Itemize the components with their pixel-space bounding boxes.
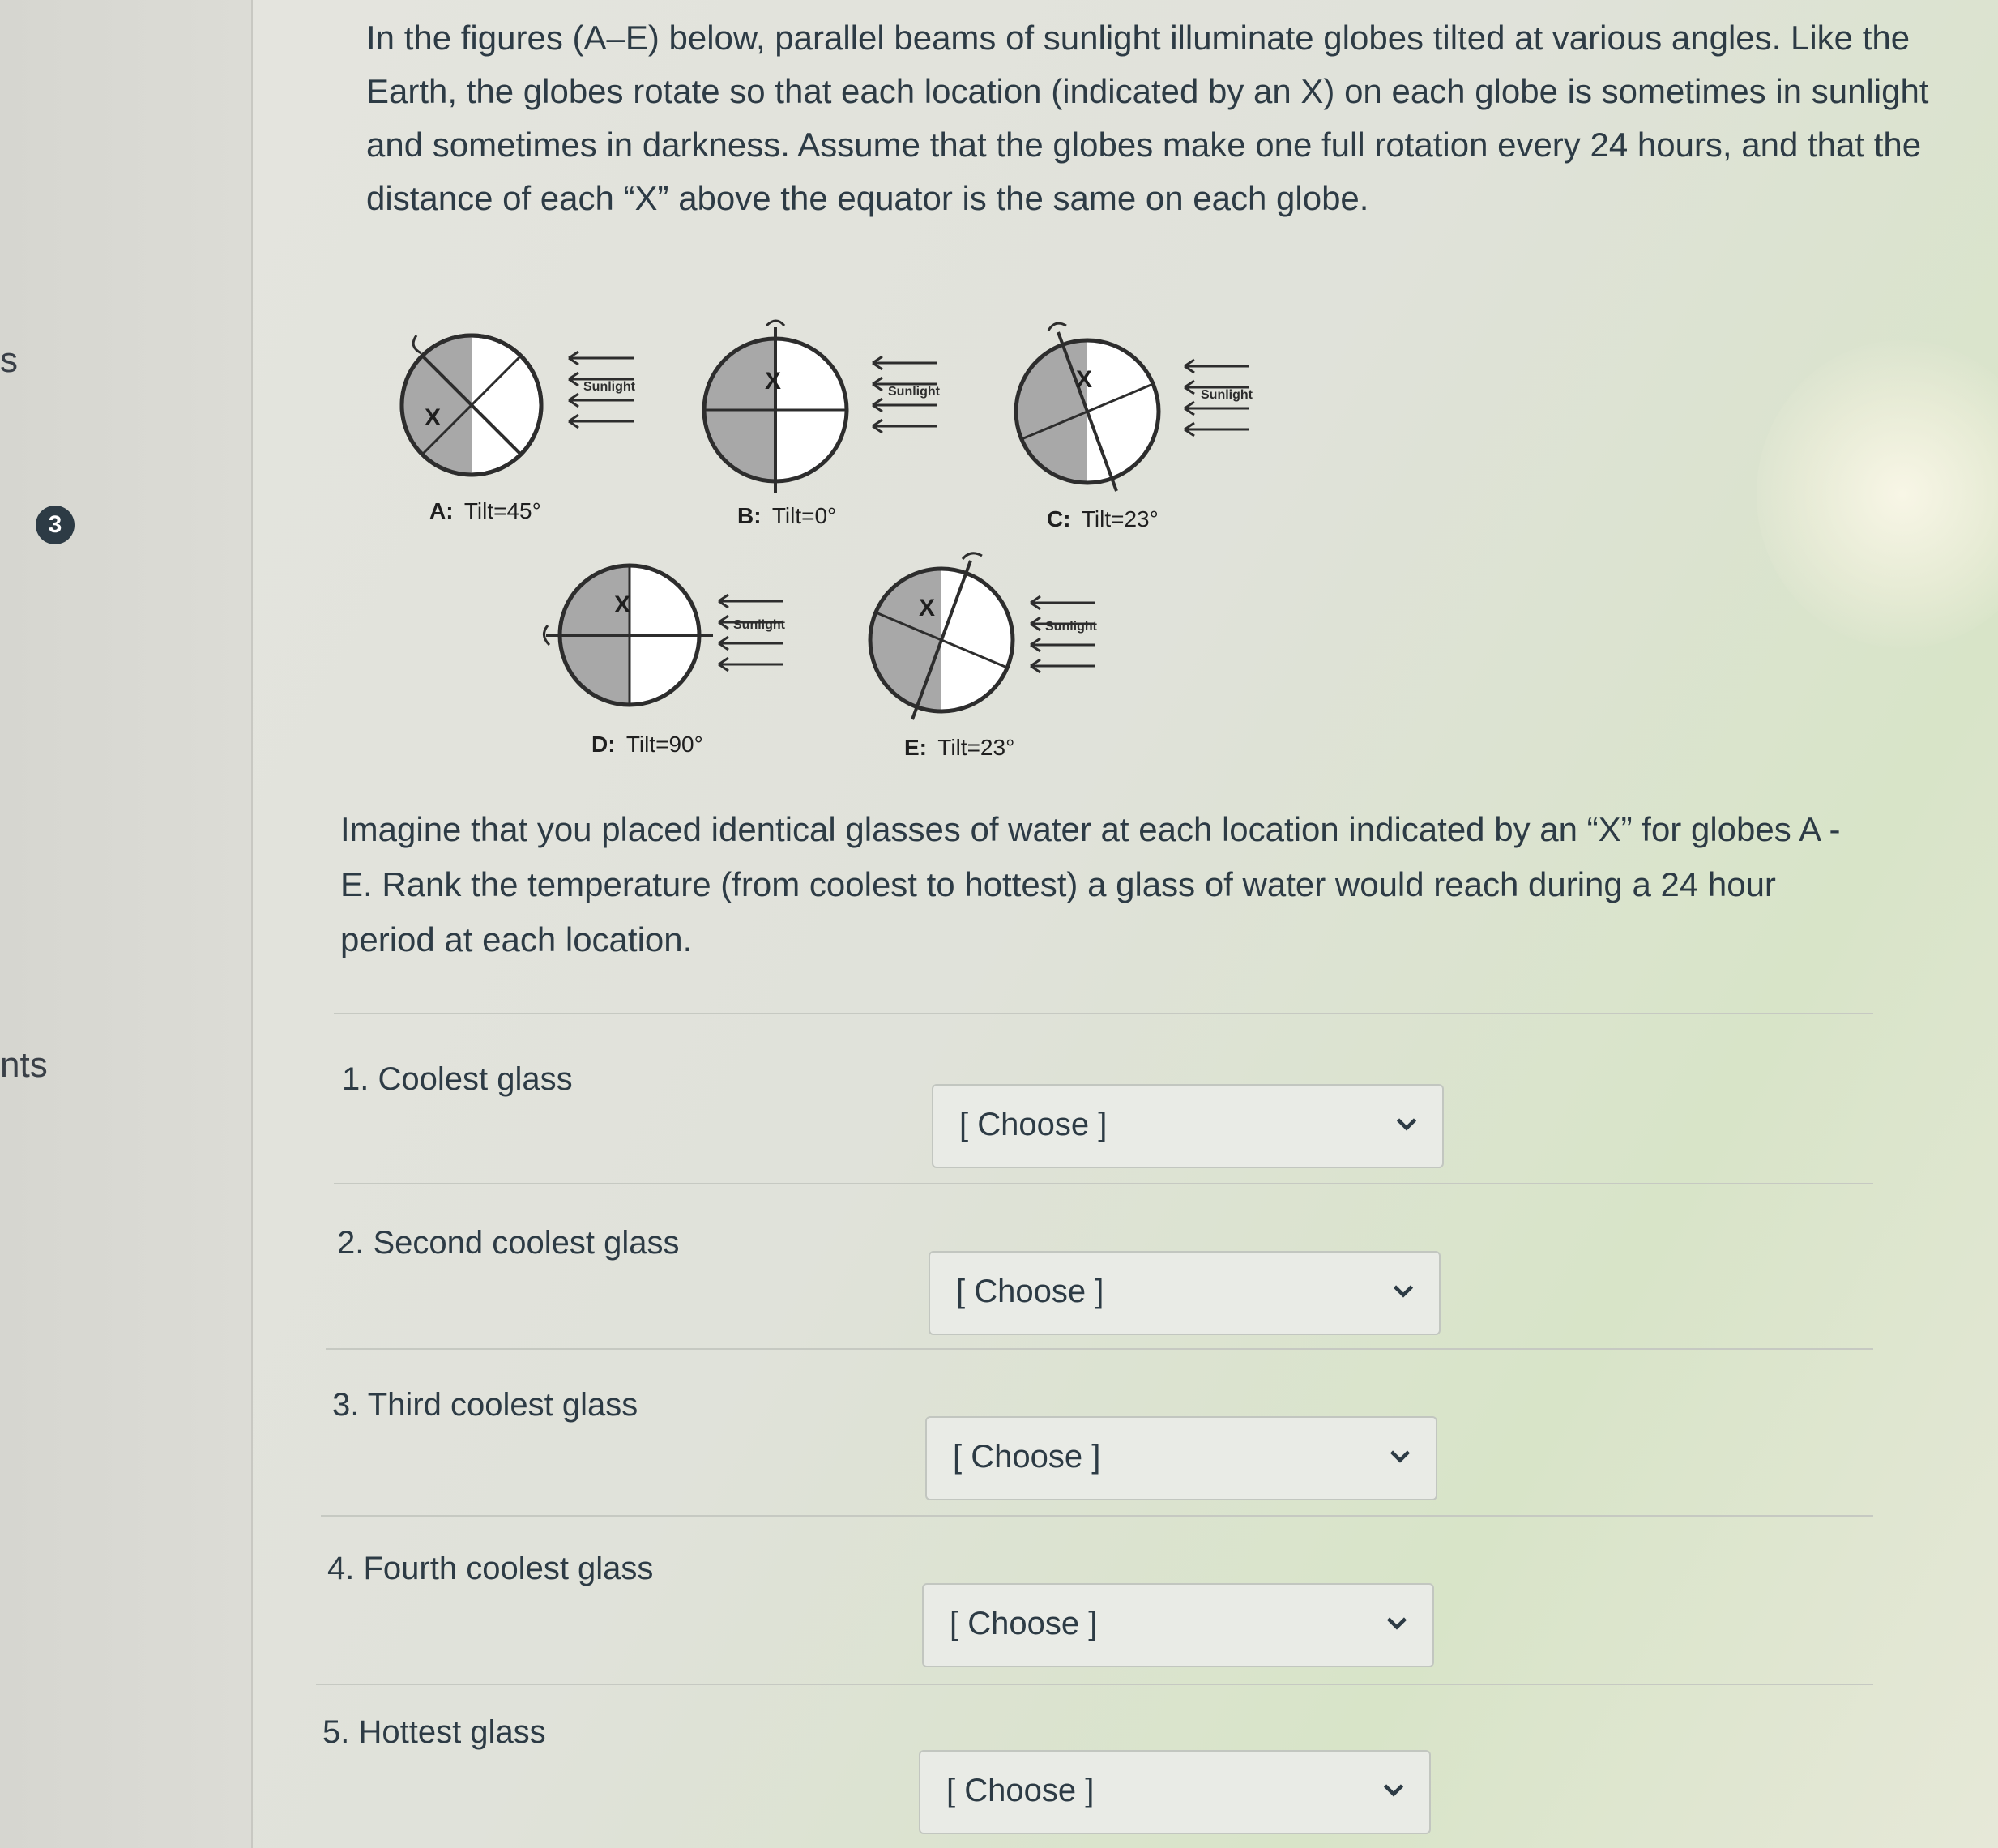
rank-row-label: 5. Hottest glass [322, 1714, 546, 1750]
globe-e-tilt: Tilt=23° [937, 735, 1015, 760]
globe-d [544, 565, 785, 757]
sidebar-text-fragment: s [0, 340, 18, 380]
svg-text:D: Tilt=90° [591, 732, 703, 757]
globes-figure [374, 308, 1590, 810]
globe-e [870, 553, 1098, 760]
rank-row-label: 2. Second coolest glass [337, 1225, 680, 1261]
divider [316, 1684, 1873, 1685]
chevron-down-icon [1392, 1110, 1421, 1139]
rank-row-label: 4. Fourth coolest glass [327, 1551, 654, 1586]
chevron-down-icon [1389, 1277, 1418, 1306]
divider [334, 1183, 1873, 1184]
divider [326, 1348, 1873, 1350]
globe-c-tilt: Tilt=23° [1081, 506, 1159, 531]
select-value: [ Choose ] [953, 1439, 1101, 1475]
chevron-down-icon [1379, 1776, 1408, 1805]
globe-e-sunlight-label: Sunlight [1045, 620, 1097, 634]
svg-text:E: Tilt=23° [904, 735, 1014, 760]
globe-a-x-marker: X [425, 404, 442, 431]
globe-c-letter: C: [1047, 506, 1071, 531]
svg-text:A: Tilt=45° [429, 498, 541, 523]
globe-a-sunlight-label: Sunlight [583, 380, 635, 394]
screen-glare [1757, 340, 1998, 648]
chevron-down-icon [1382, 1609, 1411, 1638]
question-card [251, 0, 1998, 1848]
globe-b-x-marker: X [765, 368, 782, 395]
select-value: [ Choose ] [950, 1606, 1098, 1641]
globe-c [1016, 323, 1253, 531]
rank-3-select[interactable] [925, 1416, 1437, 1500]
globe-a-letter: A: [429, 498, 454, 523]
select-value: [ Choose ] [959, 1107, 1108, 1142]
question-number-badge: 3 [36, 506, 75, 544]
globe-b-tilt: Tilt=0° [771, 503, 837, 528]
globe-d-sunlight-label: Sunlight [733, 618, 785, 632]
points-text-fragment: nts [0, 1045, 48, 1085]
select-value: [ Choose ] [946, 1773, 1095, 1808]
question-prompt-text: Imagine that you placed identical glasses of water at each location indicated by an “X” for globes A - E. Rank the temperature (from coolest to hottest) a glass of water would reach during a 24 hour period at each location. [340, 810, 1841, 958]
globe-e-x-marker: X [919, 595, 936, 621]
globe-e-letter: E: [904, 735, 927, 760]
rank-row-label: 3. Third coolest glass [332, 1387, 638, 1423]
globe-a [402, 335, 636, 523]
rank-4-select[interactable] [922, 1583, 1434, 1667]
globe-d-tilt: Tilt=90° [625, 732, 703, 757]
rank-5-select[interactable] [919, 1750, 1431, 1834]
svg-text:B: Tilt=0° [737, 503, 836, 528]
svg-text:C: Tilt=23° [1047, 506, 1159, 531]
chevron-down-icon [1385, 1442, 1415, 1471]
rank-2-select[interactable] [929, 1251, 1441, 1335]
globe-b [704, 321, 941, 528]
question-intro-text: In the figures (A–E) below, parallel beams of sunlight illuminate globes tilted at various angles. Like the Earth, the globes rotate so that each location (indicated by an X) on each globe is sometimes in sunlight and sometimes in darkness. Assume that the globes make one full rotation every 24 hours, and that the distance of each “X” above the equator is the same on each globe. [366, 19, 1929, 217]
divider [321, 1515, 1873, 1517]
divider [334, 1013, 1873, 1014]
globe-c-sunlight-label: Sunlight [1201, 388, 1253, 402]
globe-b-letter: B: [737, 503, 762, 528]
rank-1-select[interactable] [932, 1084, 1444, 1168]
select-value: [ Choose ] [956, 1274, 1104, 1309]
rank-row-label: 1. Coolest glass [342, 1061, 573, 1097]
globe-d-x-marker: X [614, 591, 631, 618]
left-rail [0, 0, 251, 1848]
globe-a-tilt: Tilt=45° [463, 498, 541, 523]
globe-b-sunlight-label: Sunlight [888, 385, 940, 399]
globe-c-x-marker: X [1076, 366, 1093, 393]
globe-d-letter: D: [591, 732, 616, 757]
